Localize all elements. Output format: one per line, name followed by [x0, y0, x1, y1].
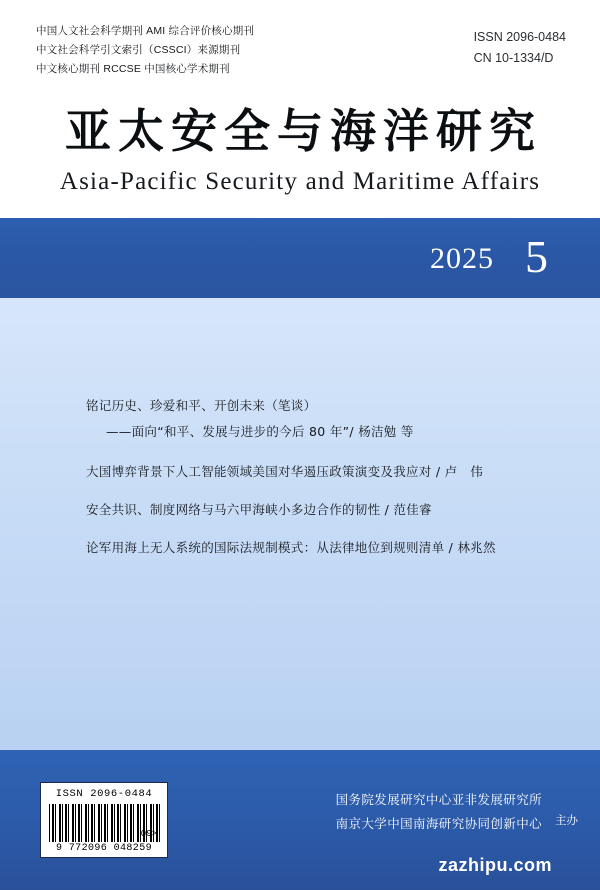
- toc-entry-subtitle: ——面向“和平、发展与进步的今后 80 年”/ 杨洁勉 等: [106, 424, 414, 439]
- table-of-contents: [86, 396, 546, 576]
- index-item: 中文社会科学引文索引（CSSCI）来源期刊: [36, 44, 241, 56]
- toc-entry: 安全共识、制度网络与马六甲海峡小多边合作的韧性 / 范佳睿: [86, 502, 432, 517]
- barcode-issn-label: ISSN 2096-0484: [55, 788, 153, 800]
- issue-year: 2025: [430, 242, 494, 275]
- cn-number: CN 10-1334/D: [473, 51, 554, 65]
- issn-number: ISSN 2096-0484: [473, 30, 566, 44]
- journal-title-en: Asia-Pacific Security and Maritime Affairs: [59, 168, 541, 195]
- toc-entry: 论军用海上无人系统的国际法规制模式：从法律地位到规则清单 / 林兆然: [86, 540, 496, 555]
- issue-number: 5: [525, 231, 548, 282]
- index-list: [36, 22, 254, 79]
- barcode-digits: 9 772096 048259: [55, 843, 152, 854]
- publisher-line: 南京大学中国南海研究协同创新中心: [335, 816, 542, 831]
- issue-band: [0, 218, 600, 298]
- barcode-addon: 09>: [140, 829, 157, 839]
- index-item: 中国人文社会科学期刊 AMI 综合评价核心期刊: [36, 25, 255, 37]
- toc-entry: 铭记历史、珍爱和平、开创未来（笔谈）: [86, 398, 317, 413]
- toc-entry: 大国博弈背景下人工智能领域美国对华遏压政策演变及我应对 / 卢 伟: [86, 464, 484, 479]
- cover-footer: [0, 750, 600, 890]
- publisher-block: [336, 788, 542, 836]
- issn-block: [474, 27, 566, 69]
- publisher-line: 国务院发展研究中心亚非发展研究所: [335, 792, 542, 807]
- journal-title-cn: 亚太安全与海洋研究: [65, 104, 542, 158]
- sponsor-label: 主办: [555, 813, 578, 827]
- cover-body: [0, 298, 600, 750]
- site-watermark: zazhipu.com: [438, 855, 552, 875]
- masthead: [0, 0, 600, 218]
- index-item: 中文核心期刊 RCCSE 中国核心学术期刊: [36, 63, 230, 75]
- barcode: [40, 782, 168, 858]
